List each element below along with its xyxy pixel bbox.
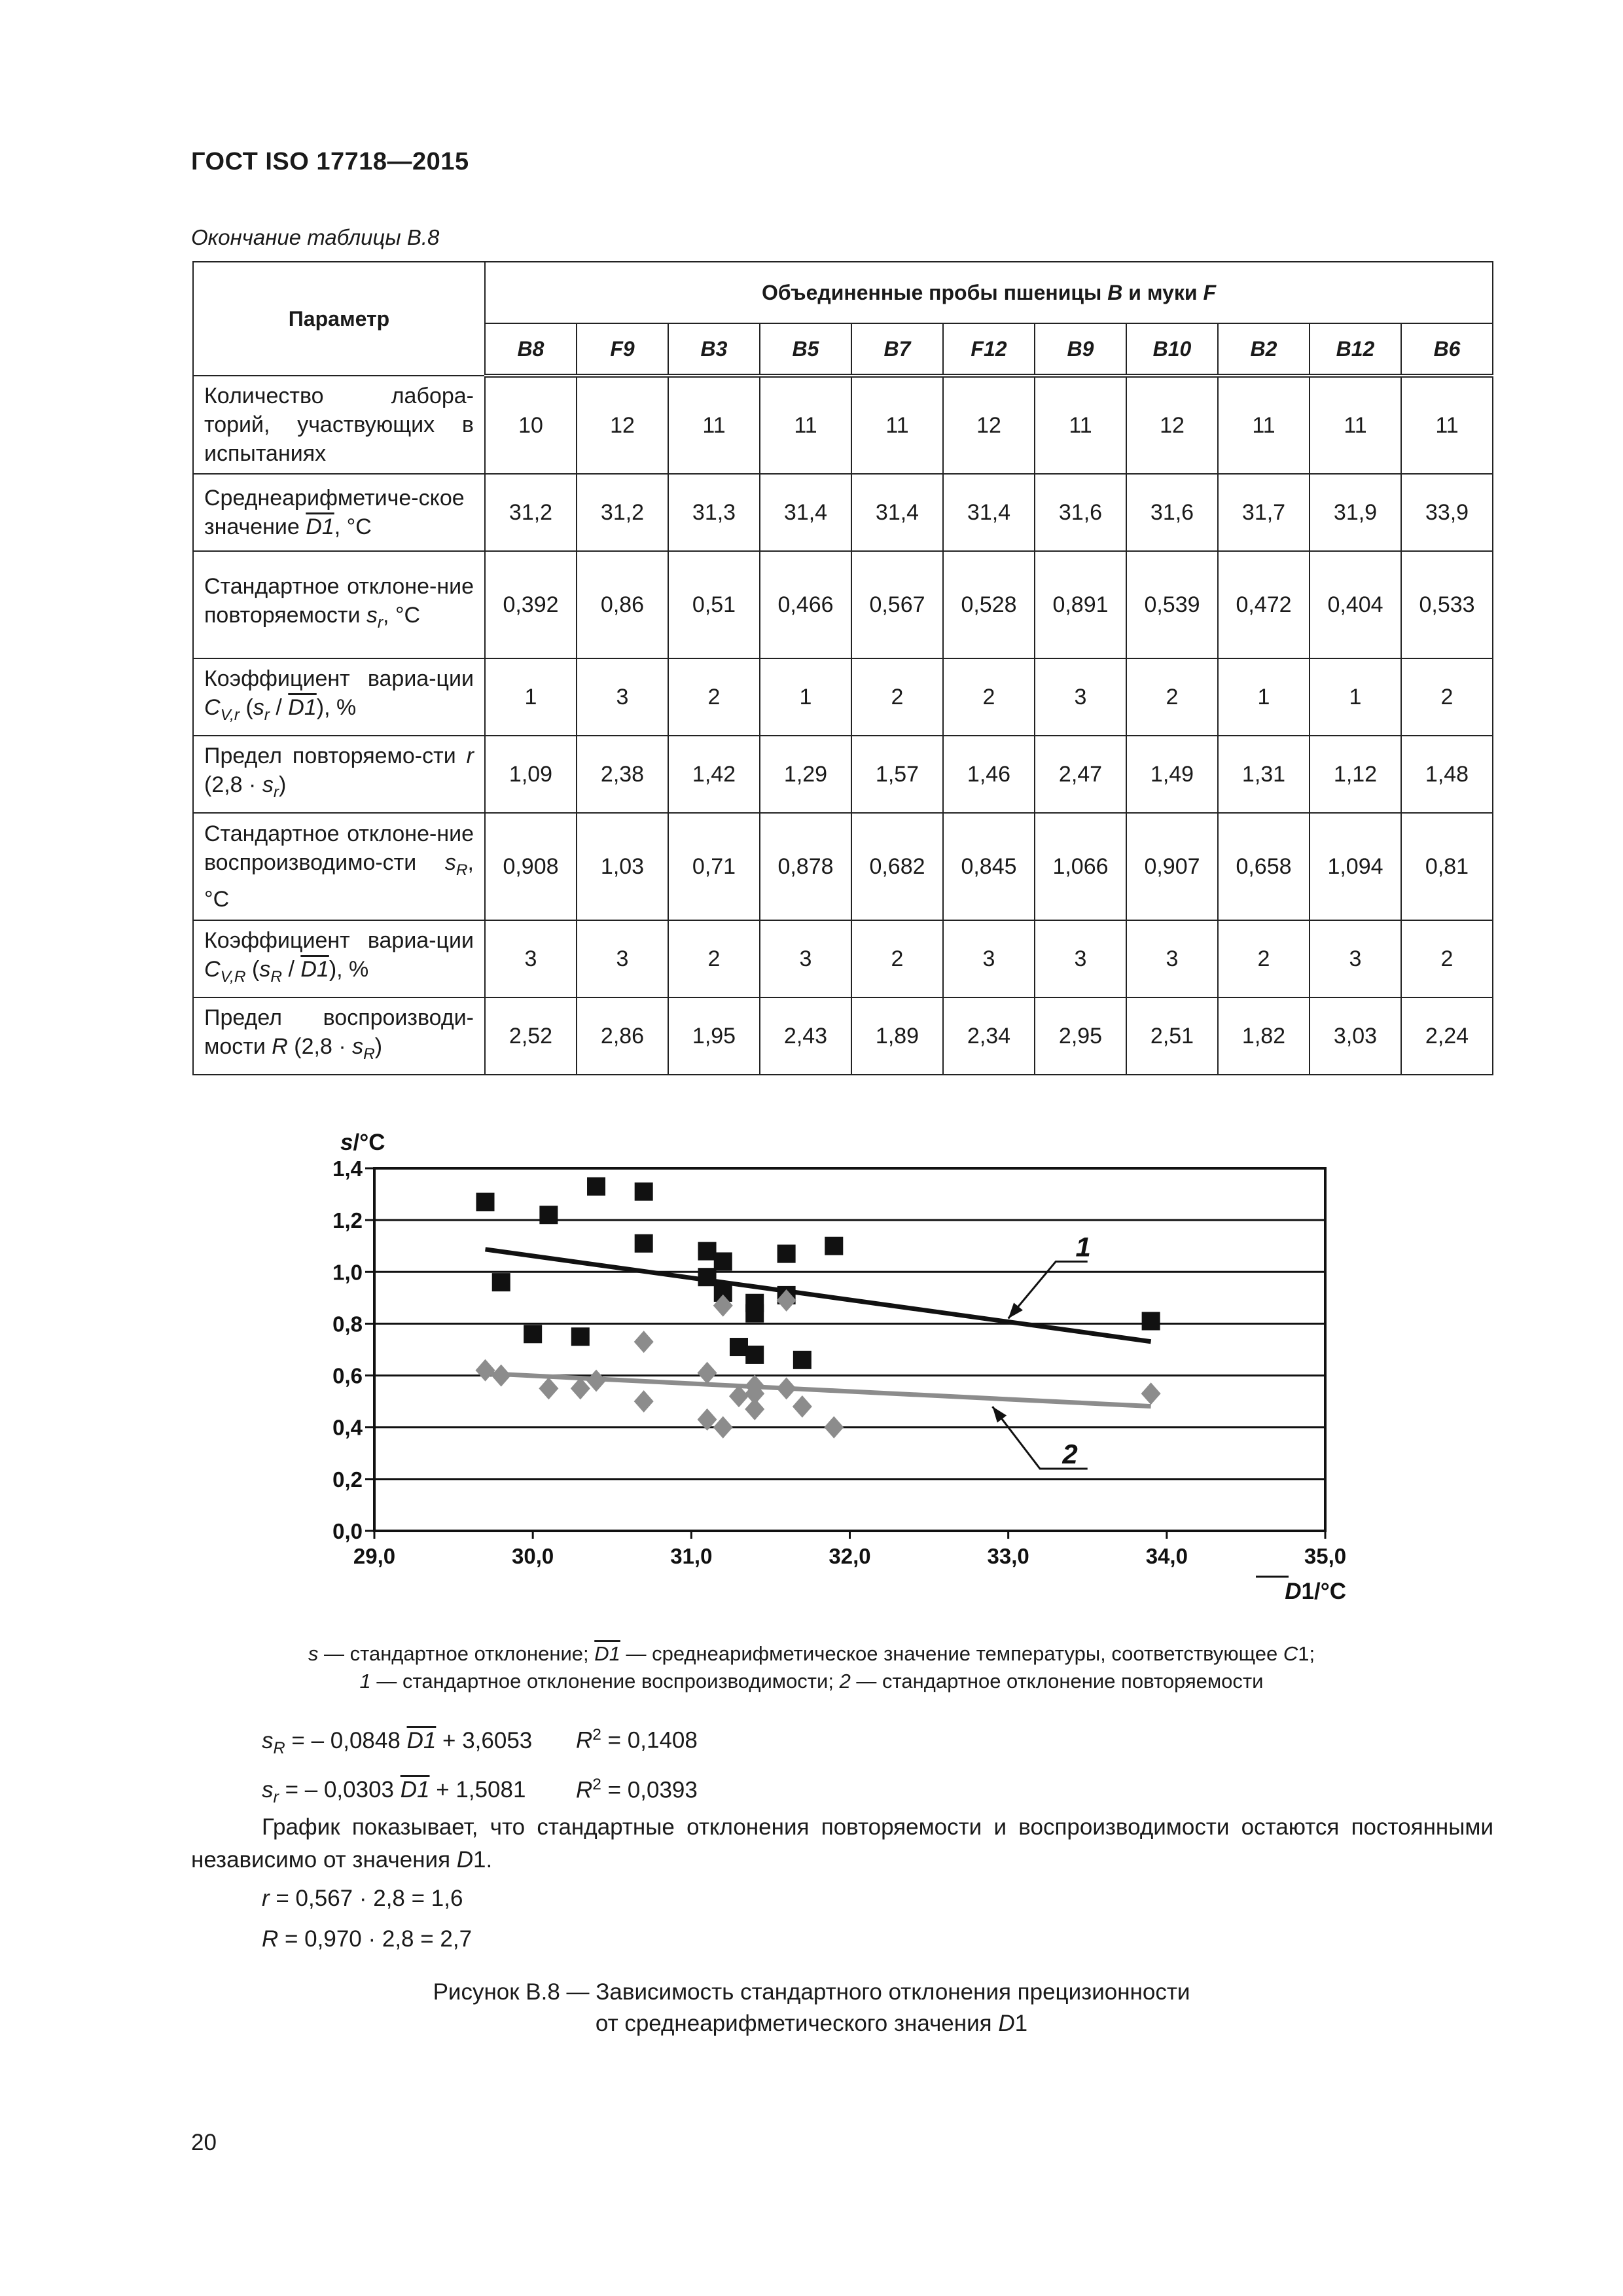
x-tick-label: 30,0 (512, 1544, 554, 1568)
table-cell: 1,03 (577, 813, 668, 920)
table-cell: 2,86 (577, 997, 668, 1075)
y-tick-label: 1,4 (332, 1157, 363, 1181)
column-header-b8: B8 (485, 323, 577, 376)
table-cell: 1 (1218, 658, 1310, 736)
table-cell: 0,392 (485, 551, 577, 658)
table-cell: 2 (1218, 920, 1310, 997)
group-header: Объединенные пробы пшеницы B и муки F (485, 262, 1493, 323)
y-axis-label: s/°C (340, 1130, 385, 1155)
table-cell: 0,51 (668, 551, 760, 658)
table-cell: 1,49 (1126, 736, 1218, 813)
chart-grid (374, 1168, 1325, 1531)
table-cell: 0,533 (1401, 551, 1493, 658)
regression-equations (262, 1717, 698, 1816)
table-cell: 11 (760, 376, 851, 474)
column-header-b12: B12 (1310, 323, 1401, 376)
square-point (571, 1327, 590, 1346)
column-header-b7: B7 (851, 323, 943, 376)
y-tick-label: 0,8 (332, 1312, 363, 1336)
table-cell: 1,066 (1035, 813, 1126, 920)
table-cell: 12 (943, 376, 1035, 474)
row-label: Среднеарифметиче-ское значение D1, °C (193, 474, 485, 551)
table-cell: 0,86 (577, 551, 668, 658)
table-row (193, 474, 1493, 551)
column-header-b9: B9 (1035, 323, 1126, 376)
table-cell: 3 (577, 920, 668, 997)
table-cell: 2,51 (1126, 997, 1218, 1075)
table-cell: 0,891 (1035, 551, 1126, 658)
table-cell: 2,34 (943, 997, 1035, 1075)
x-tick-label: 33,0 (987, 1544, 1029, 1568)
param-header: Параметр (193, 262, 485, 376)
table-cell: 0,567 (851, 551, 943, 658)
square-point (777, 1245, 796, 1263)
table-cell: 0,878 (760, 813, 851, 920)
table-cell: 1,46 (943, 736, 1035, 813)
table-cell: 31,9 (1310, 474, 1401, 551)
table-cell: 2,24 (1401, 997, 1493, 1075)
figure-caption (196, 1977, 1427, 2039)
table-cell: 0,907 (1126, 813, 1218, 920)
y-tick-label: 1,2 (332, 1208, 363, 1233)
row-label: Коэффициент вариа-ции $C_{V,r}$ $(s_r / D1)$, % (193, 658, 485, 736)
square-point (714, 1252, 732, 1270)
table-cell: 31,2 (577, 474, 668, 551)
row-label: Стандартное отклоне-ние воспроизводимо-сти $s_R$, °C (193, 813, 485, 920)
table-cell: 0,472 (1218, 551, 1310, 658)
table-cell: 2,43 (760, 997, 851, 1075)
table-cell: 0,682 (851, 813, 943, 920)
y-tick-label: 0,0 (332, 1519, 363, 1543)
table-cell: 0,528 (943, 551, 1035, 658)
row-label: Стандартное отклоне-ние повторяемости $s_r$, °C (193, 551, 485, 658)
row-label: Предел воспроизводи-мости R $(2,8 \cdot s_R)$ (193, 997, 485, 1075)
table-cell: 3 (577, 658, 668, 736)
table-cell: 1,094 (1310, 813, 1401, 920)
table-cell: 2 (1401, 920, 1493, 997)
series-label: 2 (1062, 1439, 1078, 1470)
column-header-b2: B2 (1218, 323, 1310, 376)
notes-line-1: s — стандартное отклонение; D1 — среднеарифметическое значение температуры, соответствующее C1; (308, 1642, 1315, 1665)
y-tick-label: 0,4 (332, 1415, 363, 1440)
scatter-chart (314, 1113, 1361, 1610)
square-point (492, 1273, 510, 1291)
table-cell: 11 (1310, 376, 1401, 474)
table-cell: 3 (760, 920, 851, 997)
table-cell: 2 (851, 658, 943, 736)
table-cell: 3 (1035, 920, 1126, 997)
table-cell: 0,404 (1310, 551, 1401, 658)
table-cell: 1 (485, 658, 577, 736)
table-cell: 1 (1310, 658, 1401, 736)
square-point (587, 1177, 605, 1196)
square-point (698, 1268, 717, 1286)
table-cell: 1,48 (1401, 736, 1493, 813)
table-cell: 0,658 (1218, 813, 1310, 920)
table-cell: 31,4 (943, 474, 1035, 551)
table-cell: 31,4 (760, 474, 851, 551)
table-cell: 3,03 (1310, 997, 1401, 1075)
square-point (793, 1351, 812, 1369)
column-header-b6: B6 (1401, 323, 1493, 376)
table-cell: 0,539 (1126, 551, 1218, 658)
table-cell: 31,7 (1218, 474, 1310, 551)
table-cell: 31,4 (851, 474, 943, 551)
x-tick-label: 32,0 (829, 1544, 871, 1568)
square-point (635, 1183, 653, 1201)
table-cell: 12 (577, 376, 668, 474)
table-cell: 1,82 (1218, 997, 1310, 1075)
table-cell: 3 (943, 920, 1035, 997)
table-row (193, 376, 1493, 474)
table-cell: 3 (485, 920, 577, 997)
table-cell: 1,42 (668, 736, 760, 813)
table-cell: 1,09 (485, 736, 577, 813)
figure-caption-line-1: Рисунок В.8 — Зависимость стандартного отклонения прецизионности (433, 1979, 1190, 2005)
table-cell: 0,466 (760, 551, 851, 658)
table-cell: 1,89 (851, 997, 943, 1075)
square-point (1142, 1312, 1160, 1330)
notes-line-2: 1 — стандартное отклонение воспроизводимости; 2 — стандартное отклонение повторяемости (359, 1670, 1264, 1693)
limit-formulas (262, 1878, 472, 1960)
x-tick-label: 29,0 (353, 1544, 396, 1568)
table-cell: 3 (1126, 920, 1218, 997)
row-label: Предел повторяемо-сти r $(2,8 \cdot s_r)$ (193, 736, 485, 813)
table-cell: 1,29 (760, 736, 851, 813)
x-tick-label: 31,0 (670, 1544, 713, 1568)
x-axis-label: D1/°C (1285, 1579, 1346, 1604)
table-row (193, 551, 1493, 658)
table-cell: 0,81 (1401, 813, 1493, 920)
document-header: ГОСТ ISO 17718—2015 (191, 148, 469, 175)
table-cell: 0,71 (668, 813, 760, 920)
data-table (192, 261, 1493, 1075)
square-point (745, 1346, 764, 1364)
square-point (524, 1325, 542, 1343)
y-tick-label: 0,6 (332, 1363, 363, 1388)
formula-r: r = 0,567 · 2,8 = 1,6 (262, 1886, 463, 1911)
plot-area (374, 1168, 1325, 1531)
formula-R: R = 0,970 · 2,8 = 2,7 (262, 1926, 473, 1952)
table-cell: 2,95 (1035, 997, 1126, 1075)
table-cell: 31,2 (485, 474, 577, 551)
table-cell: 1,95 (668, 997, 760, 1075)
table-cell: 0,845 (943, 813, 1035, 920)
table-cell: 11 (1218, 376, 1310, 474)
square-point (745, 1304, 764, 1323)
square-point (730, 1338, 748, 1356)
table-cell: 33,9 (1401, 474, 1493, 551)
table-cell: 1,57 (851, 736, 943, 813)
table-cell: 1 (760, 658, 851, 736)
table-row (193, 736, 1493, 813)
table-cell: 11 (668, 376, 760, 474)
table-row (193, 813, 1493, 920)
table-cell: 2 (943, 658, 1035, 736)
table-cell: 2,52 (485, 997, 577, 1075)
row-label: Коэффициент вариа-ции $C_{V,R}$ $(s_R / D1)$, % (193, 920, 485, 997)
table-cell: 0,908 (485, 813, 577, 920)
table-cell: 10 (485, 376, 577, 474)
page-number: 20 (191, 2130, 217, 2155)
regression-sr: $s_r$ = – 0,0303 D1 + 1,5081 $R^2 = 0,0393$ (262, 1775, 698, 1807)
table-cell: 11 (851, 376, 943, 474)
table-cell: 2,38 (577, 736, 668, 813)
table-cell: 2 (1401, 658, 1493, 736)
table-cell: 2 (1126, 658, 1218, 736)
square-point (825, 1237, 843, 1255)
y-tick-label: 1,0 (332, 1260, 363, 1285)
table-cell: 2 (851, 920, 943, 997)
figure-caption-line-2: от среднеарифметического значения D1 (595, 2011, 1028, 2036)
conclusion-paragraph: График показывает, что стандартные отклонения повторяемости и воспроизводимости остаются постоянными независимо от значения D1. (191, 1814, 1493, 1873)
y-tick-label: 0,2 (332, 1467, 363, 1492)
column-header-f12: F12 (943, 323, 1035, 376)
table-cell: 11 (1401, 376, 1493, 474)
regression-sR: $s_R$ = – 0,0848 D1 + 3,6053 $R^2 = 0,1408$ (262, 1726, 698, 1757)
table-cell: 3 (1035, 658, 1126, 736)
column-header-b10: B10 (1126, 323, 1218, 376)
x-tick-label: 34,0 (1145, 1544, 1188, 1568)
column-header-f9: F9 (577, 323, 668, 376)
square-point (635, 1234, 653, 1253)
square-point (539, 1206, 558, 1224)
table-cell: 31,3 (668, 474, 760, 551)
column-header-b3: B3 (668, 323, 760, 376)
figure-notes (196, 1640, 1427, 1695)
table-cell: 3 (1310, 920, 1401, 997)
table-row (193, 997, 1493, 1075)
series-label: 1 (1075, 1231, 1091, 1263)
table-cell: 1,12 (1310, 736, 1401, 813)
table-cell: 31,6 (1126, 474, 1218, 551)
row-label: Количество лабора-торий, участвующих в испытаниях (193, 376, 485, 474)
table-cell: 31,6 (1035, 474, 1126, 551)
table-row (193, 658, 1493, 736)
table-cell: 11 (1035, 376, 1126, 474)
table-cell: 2 (668, 658, 760, 736)
x-tick-label: 35,0 (1304, 1544, 1347, 1568)
table-row (193, 920, 1493, 997)
column-header-b5: B5 (760, 323, 851, 376)
table-cell: 2,47 (1035, 736, 1126, 813)
table-caption: Окончание таблицы В.8 (191, 225, 440, 249)
square-point (698, 1242, 717, 1261)
table-cell: 2 (668, 920, 760, 997)
table-cell: 12 (1126, 376, 1218, 474)
square-point (476, 1193, 495, 1211)
table-cell: 1,31 (1218, 736, 1310, 813)
